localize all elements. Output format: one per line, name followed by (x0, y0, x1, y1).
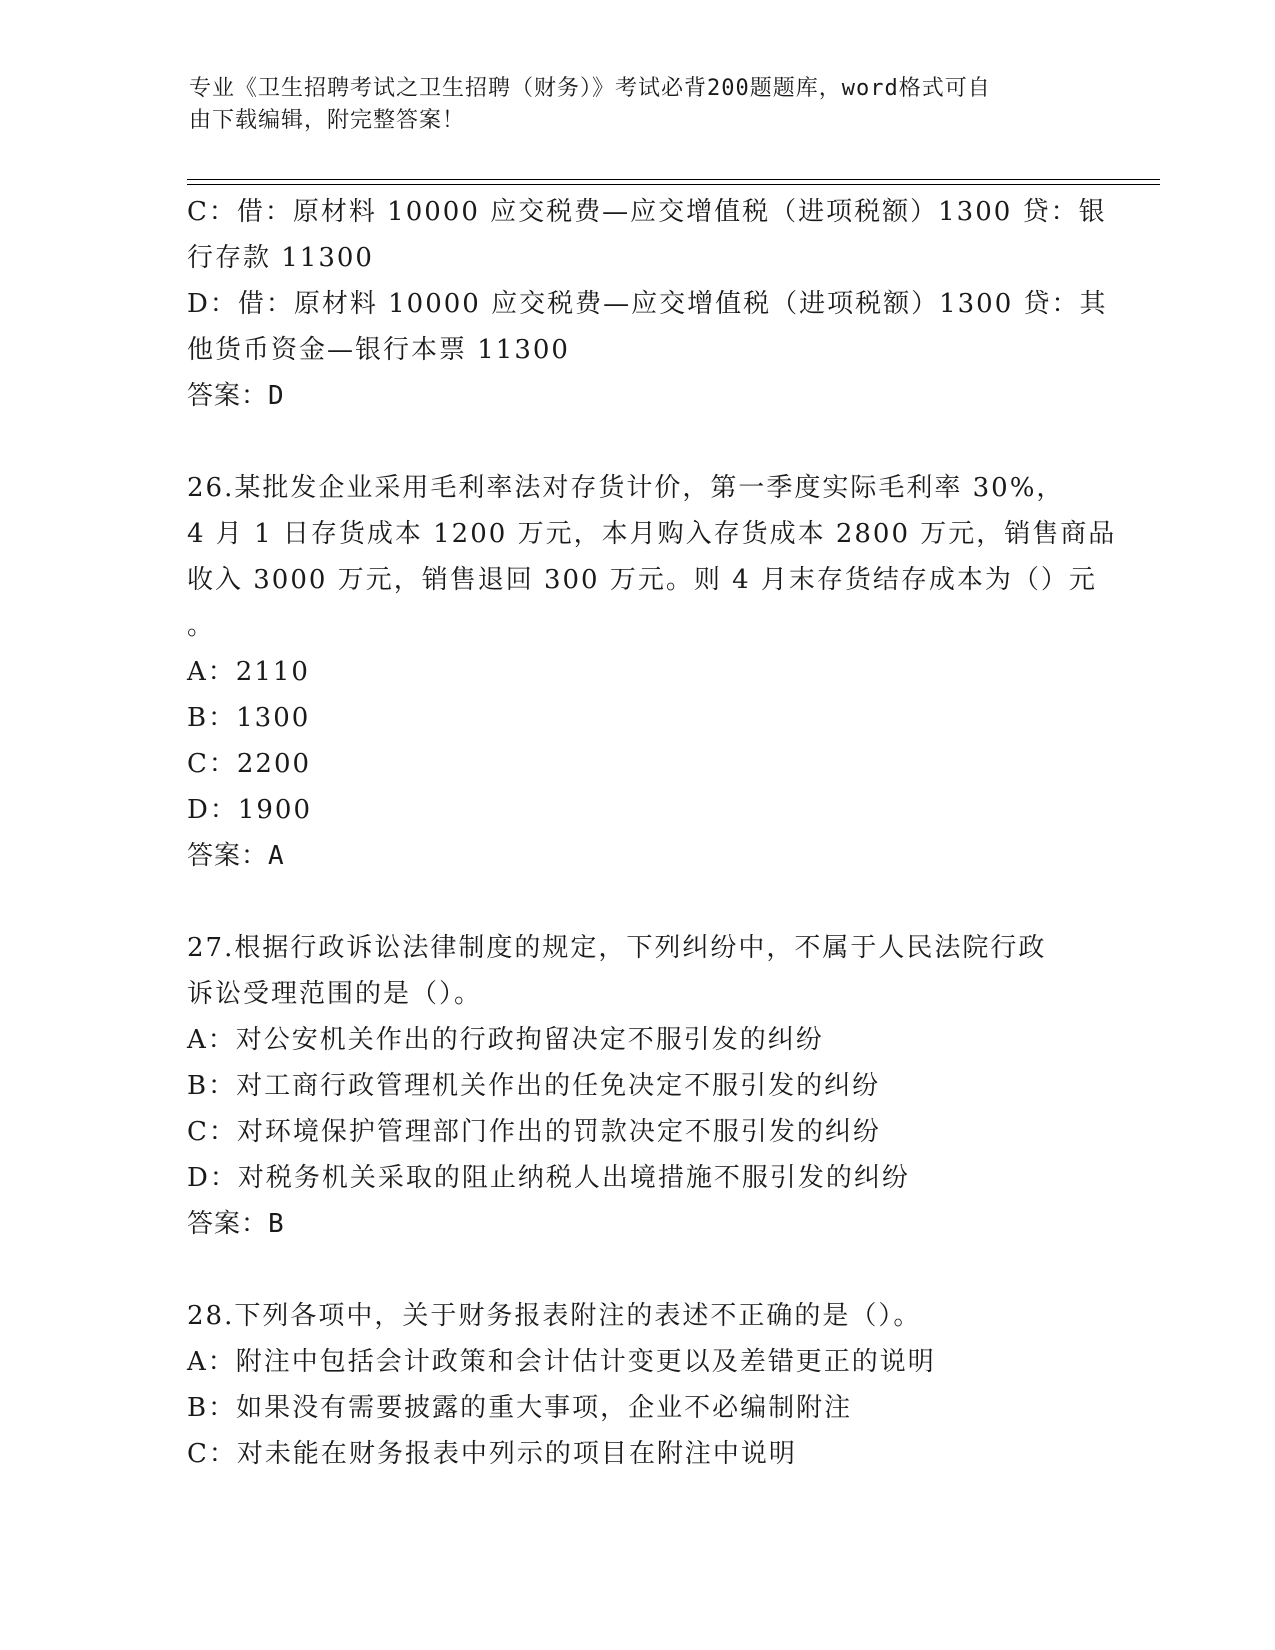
page-header (189, 73, 1089, 137)
q26-stem-line-4: 。 (187, 611, 216, 641)
q26-option-b: B：1300 (187, 703, 311, 733)
q27-option-d: D：对税务机关采取的阻止纳税人出境措施不服引发的纠纷 (187, 1163, 910, 1193)
question-25 (187, 189, 1108, 419)
q28-option-c: C：对未能在财务报表中列示的项目在附注中说明 (187, 1439, 797, 1469)
q28-option-a: A：附注中包括会计政策和会计估计变更以及差错更正的说明 (187, 1347, 936, 1377)
header-line-2: 由下载编辑，附完整答案！ (189, 108, 466, 133)
q25-option-c-line-1: C：借：原材料 10000 应交税费—应交增值税（进项税额）1300 贷：银 (187, 197, 1107, 227)
q26-option-c: C：2200 (187, 749, 312, 779)
q27-option-b: B：对工商行政管理机关作出的任免决定不服引发的纠纷 (187, 1071, 881, 1101)
question-27 (187, 925, 1087, 1247)
q26-stem-line-2: 4 月 1 日存货成本 1200 万元，本月购入存货成本 2800 万元，销售商品 (187, 519, 1117, 549)
question-28 (187, 1293, 1087, 1477)
question-26 (187, 465, 1117, 879)
q28-option-b: B：如果没有需要披露的重大事项，企业不必编制附注 (187, 1393, 853, 1423)
q26-stem-line-1: 26.某批发企业采用毛利率法对存货计价，第一季度实际毛利率 30%， (187, 473, 1065, 503)
q25-option-d-line-2: 他货币资金—银行本票 11300 (187, 335, 570, 365)
q27-option-a: A：对公安机关作出的行政拘留决定不服引发的纠纷 (187, 1025, 824, 1055)
question-list (187, 189, 1117, 1477)
q27-stem-line-2: 诉讼受理范围的是（）。 (187, 979, 483, 1009)
q28-stem-line-1: 28.下列各项中，关于财务报表附注的表述不正确的是（）。 (187, 1301, 922, 1331)
q27-option-c: C：对环境保护管理部门作出的罚款决定不服引发的纠纷 (187, 1117, 881, 1147)
q25-answer: 答案：D (187, 381, 285, 411)
header-rule-bottom (187, 184, 1160, 185)
q26-option-d: D：1900 (187, 795, 313, 825)
q27-answer: 答案：B (187, 1209, 285, 1239)
q25-option-d-line-1: D：借：原材料 10000 应交税费—应交增值税（进项税额）1300 贷：其 (187, 289, 1108, 319)
header-rule-top (187, 179, 1160, 180)
q25-option-c-line-2: 行存款 11300 (187, 243, 374, 273)
q26-answer: 答案：A (187, 841, 285, 871)
spacer (187, 879, 1087, 925)
spacer (187, 1247, 1087, 1293)
q27-stem-line-1: 27.根据行政诉讼法律制度的规定，下列纠纷中，不属于人民法院行政 (187, 933, 1047, 963)
q26-option-a: A：2110 (187, 657, 310, 687)
spacer (187, 419, 1087, 465)
q26-stem-line-3: 收入 3000 万元，销售退回 300 万元。则 4 月末存货结存成本为（）元 (187, 565, 1097, 595)
header-line-1: 专业《卫生招聘考试之卫生招聘（财务）》考试必背200题题库，word格式可自 (189, 76, 991, 101)
